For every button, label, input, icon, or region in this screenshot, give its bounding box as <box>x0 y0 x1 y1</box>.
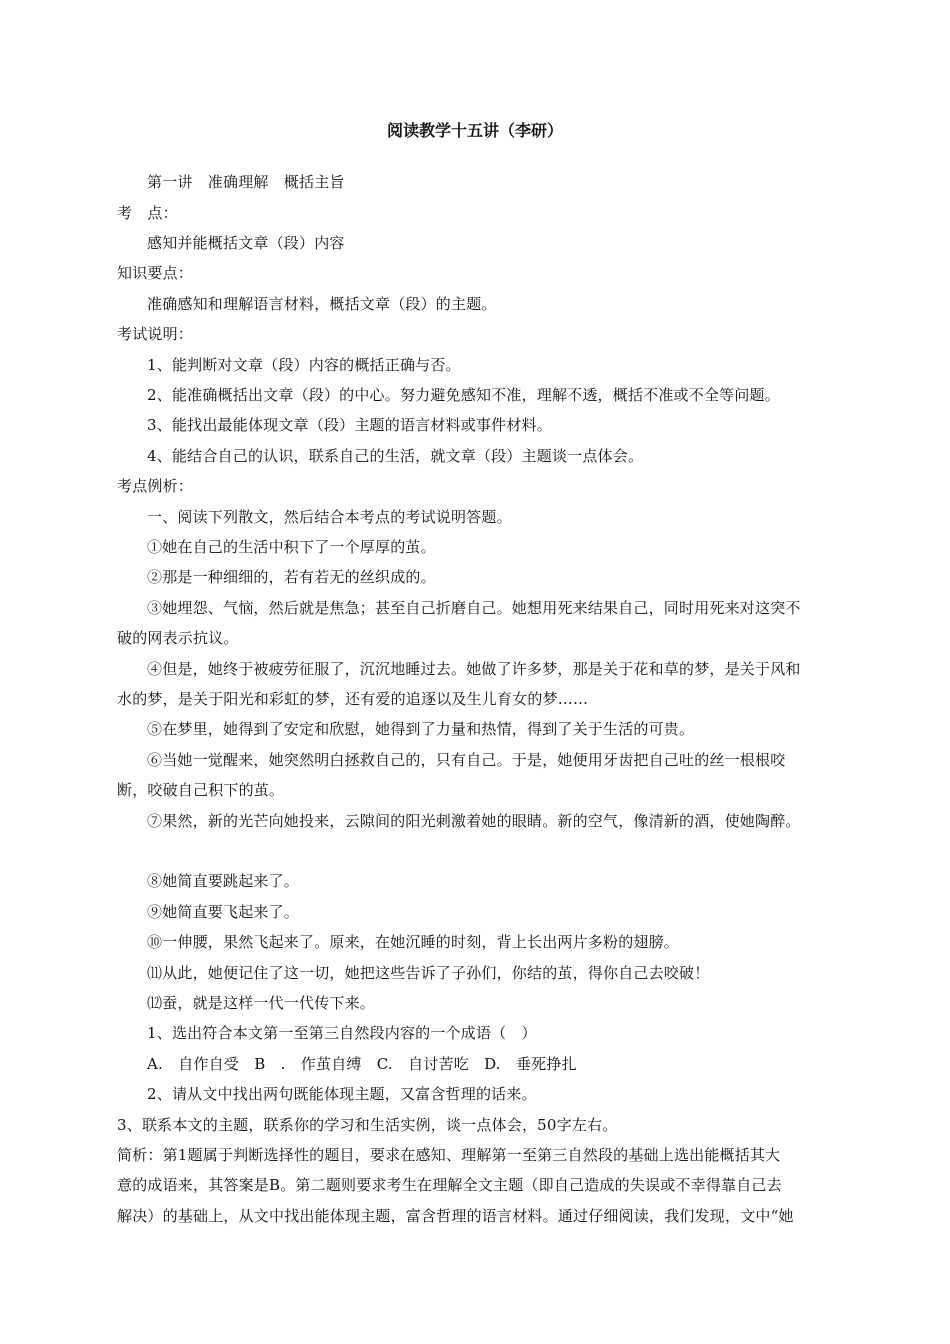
paragraph: 一、阅读下列散文，然后结合本考点的考试说明答题。 <box>147 508 512 526</box>
paragraph: ⑥当她一觉醒来，她突然明白拯救自己的，只有自己。于是，她便用牙齿把自己吐的丝一根根咬 <box>147 751 786 769</box>
list-item: 2、能准确概括出文章（段）的中心。努力避免感知不准，理解不透，概括不准或不全等问题。 <box>147 386 780 404</box>
paragraph: ④但是，她终于被疲劳征服了，沉沉地睡过去。她做了许多梦，那是关于花和草的梦，是关于风和 <box>147 660 801 678</box>
section-label-knowledge: 知识要点： <box>117 264 194 282</box>
question-3: 3、联系本文的主题，联系你的学习和生活实例，谈一点体会，50字左右。 <box>117 1116 618 1134</box>
question-2: 2、请从文中找出两句既能体现主题，又富含哲理的话来。 <box>147 1085 537 1103</box>
paragraph: ⑿蚕，就是这样一代一代传下来。 <box>147 994 376 1012</box>
lecture-heading: 第一讲 准确理解 概括主旨 <box>147 173 345 191</box>
paragraph-continuation: 断，咬破自己积下的茧。 <box>117 781 285 799</box>
paragraph: 感知并能概括文章（段）内容 <box>147 234 345 252</box>
question-1: 1、选出符合本文第一至第三自然段内容的一个成语（ ） <box>147 1024 537 1042</box>
paragraph-continuation: 水的梦，是关于阳光和彩虹的梦，还有爱的追逐以及生儿育女的梦…… <box>117 690 589 708</box>
paragraph: ③她埋怨、气恼，然后就是焦急；甚至自己折磨自己。她想用死来结果自己，同时用死来对这突不 <box>147 599 801 617</box>
paragraph: ⑦果然，新的光芒向她投来，云隙间的阳光刺激着她的眼睛。新的空气，像清新的酒，使她陶醉。 <box>147 812 801 830</box>
paragraph-continuation: 破的网表示抗议。 <box>117 629 239 647</box>
analysis-paragraph: 简析：第1题属于判断选择性的题目，要求在感知、理解第一至第三自然段的基础上选出能概括其大 <box>117 1146 781 1164</box>
paragraph: ⑩一伸腰，果然飞起来了。原来，在她沉睡的时刻，背上长出两片多粉的翅膀。 <box>147 933 680 951</box>
document-title: 阅读教学十五讲（李研） <box>386 121 563 140</box>
paragraph: ②那是一种细细的，若有若无的丝织成的。 <box>147 568 436 586</box>
analysis-paragraph-continuation: 解决）的基础上，从文中找出能体现主题，富含哲理的语言材料。通过仔细阅读，我们发现，文中“她 <box>117 1207 794 1225</box>
list-item: 1、能判断对文章（段）内容的概括正确与否。 <box>147 356 461 374</box>
paragraph: 准确感知和理解语言材料，概括文章（段）的主题。 <box>147 295 497 313</box>
list-item: 3、能找出最能体现文章（段）主题的语言材料或事件材料。 <box>147 416 552 434</box>
section-label-kaodian: 考 点： <box>117 204 178 222</box>
paragraph: ①她在自己的生活中积下了一个厚厚的茧。 <box>147 538 436 556</box>
list-item: 4、能结合自己的认识，联系自己的生活，就文章（段）主题谈一点体会。 <box>147 447 644 465</box>
analysis-paragraph-continuation: 意的成语来，其答案是B。第二题则要求考生在理解全文主题（即自己造成的失误或不幸得靠自己去 <box>117 1176 782 1194</box>
section-label-examples: 考点例析： <box>117 477 194 495</box>
paragraph: ⑤在梦里，她得到了安定和欣慰，她得到了力量和热情，得到了关于生活的可贵。 <box>147 720 695 738</box>
paragraph: ⑾从此，她便记住了这一切，她把这些告诉了子孙们，你结的茧，得你自己去咬破！ <box>147 964 710 982</box>
paragraph: ⑧她简直要跳起来了。 <box>147 872 300 890</box>
section-label-exam-notes: 考试说明： <box>117 325 194 343</box>
paragraph: ⑨她简直要飞起来了。 <box>147 903 300 921</box>
question-1-options: A. 自作自受 B . 作茧自缚 C. 自讨苦吃 D. 垂死挣扎 <box>147 1055 577 1073</box>
